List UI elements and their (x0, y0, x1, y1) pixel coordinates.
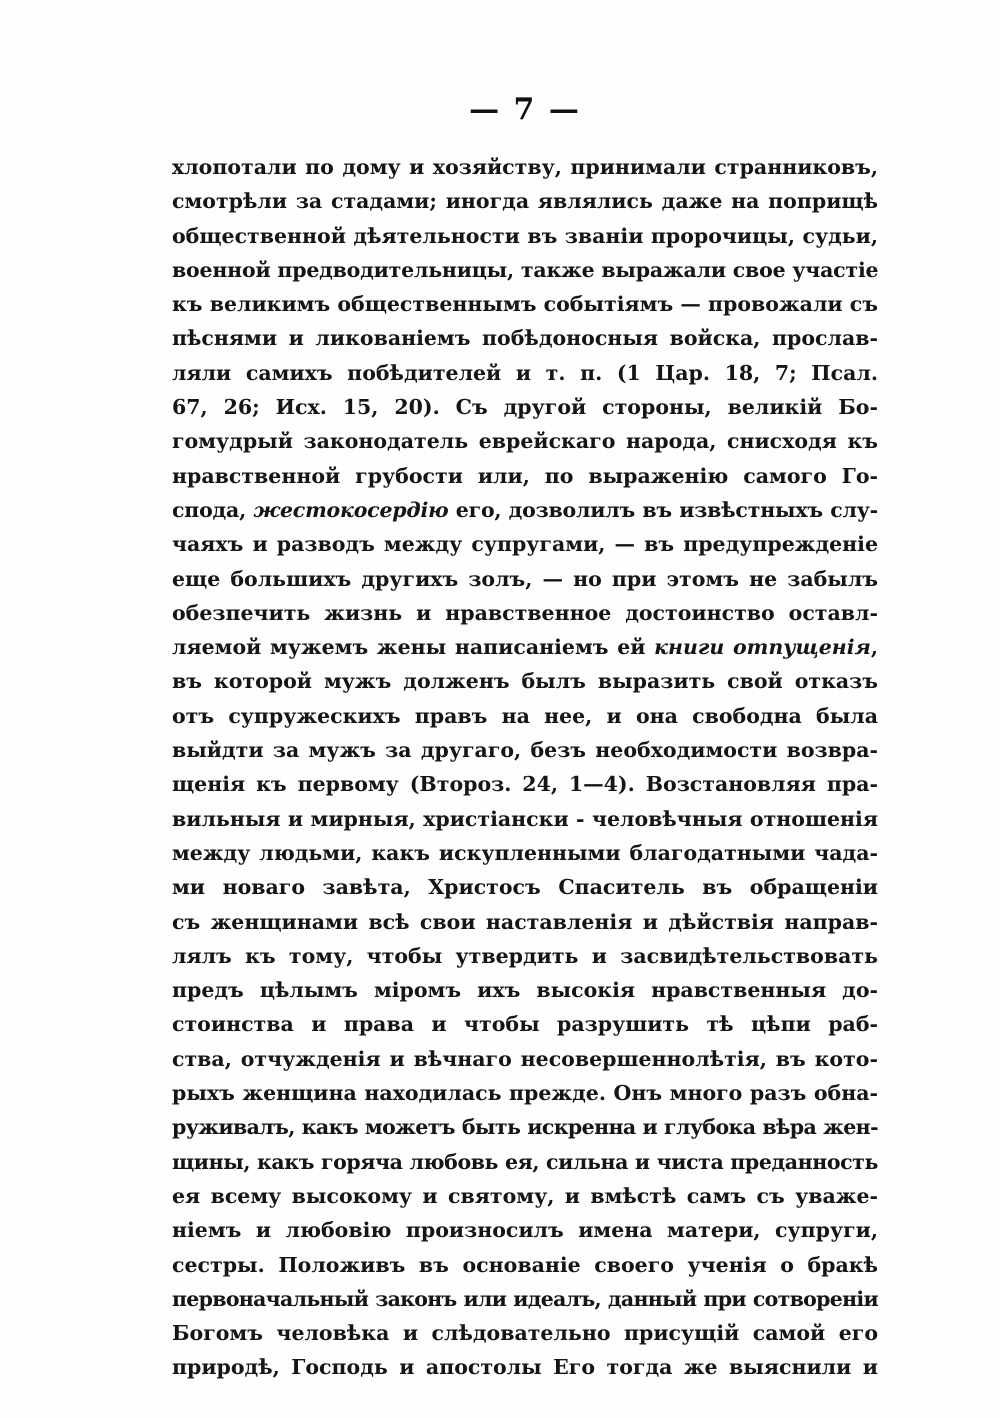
text-segment: его, дозволилъ въ извѣстныхъ слу- (448, 497, 878, 522)
text-line: лялъ къ тому, чтобы утвердить и засвидѣтельствовать (172, 943, 878, 968)
text-segment: ляемой мужемъ жены написаніемъ ей (172, 635, 655, 660)
text-line: природѣ, Господь и апостолы Его тогда же выяснили и (172, 1355, 878, 1380)
text-line-with-emphasis (172, 630, 878, 664)
text-line: руживалъ, какъ можетъ быть искренна и глубока вѣра жен- (172, 1115, 878, 1140)
text-line: чаяхъ и разводъ между супругами, — въ предупрежденіе (172, 532, 878, 557)
text-line: первоначальный законъ или идеалъ, данный при сотвореніи (172, 1286, 878, 1311)
text-line: обезпечить жизнь и нравственное достоинство оставл- (172, 600, 878, 625)
text-line: смотрѣли за стадами; иногда являлись даже на поприщѣ (172, 189, 878, 214)
text-line-with-emphasis (172, 493, 878, 527)
text-line: гомудрый законодатель еврейскаго народа, снисходя къ (172, 429, 878, 454)
text-line: вильныя и мирныя, христіански - человѣчныя отношенія (172, 806, 878, 831)
text-line: въ которой мужъ долженъ былъ выразить свой отказъ (172, 669, 878, 694)
text-line: щенія къ первому (Второз. 24, 1—4). Возстановляя пра- (172, 772, 878, 797)
text-line: къ великимъ общественнымъ событіямъ — провожали съ (172, 292, 878, 317)
text-line: ми новаго завѣта, Христосъ Спаситель въ обращеніи (172, 875, 878, 900)
text-line: предъ цѣлымъ міромъ ихъ высокія нравственныя до- (172, 978, 878, 1003)
page-number: — 7 — (469, 92, 581, 127)
text-line: рыхъ женщина находилась прежде. Онъ много разъ обна- (172, 1081, 878, 1106)
text-line: 67, 26; Исх. 15, 20). Съ другой стороны, великій Бо- (172, 395, 878, 420)
text-line: щины, какъ горяча любовь ея, сильна и чиста преданность (172, 1149, 878, 1174)
text-line: еще большихъ другихъ золъ, — но при этомъ не забылъ (172, 566, 878, 591)
text-line: сестры. Положивъ въ основаніе своего ученія о бракѣ (172, 1252, 878, 1277)
text-line: между людьми, какъ искупленными благодатными чада- (172, 840, 878, 865)
text-line: ства, отчужденія и вѣчнаго несовершеннолѣтія, въ кото- (172, 1046, 878, 1071)
text-line: хлопотали по дому и хозяйству, принимали странниковъ, (172, 155, 878, 179)
emphasized-text: жестокосердію (253, 497, 449, 522)
text-line: выйдти за мужъ за другаго, безъ необходимости возвра- (172, 738, 878, 763)
text-line: ляли самихъ побѣдителей и т. п. (1 Цар. 18, 7; Псал. (172, 360, 878, 385)
emphasized-text: книги отпущенія (654, 635, 871, 660)
text-line: военной предводительницы, также выражали свое участіе (172, 257, 879, 282)
text-line: нравственной грубости или, по выраженію самого Го- (172, 463, 878, 488)
text-line: пѣснями и ликованіемъ побѣдоносныя войска, прослав- (172, 326, 878, 351)
text-line: Богомъ человѣка и слѣдовательно присущій самой его (172, 1321, 878, 1346)
text-line: стоинства и права и чтобы разрушить тѣ цѣпи раб- (172, 1012, 878, 1037)
text-line: общественной дѣятельности въ званіи пророчицы, судьи, (172, 223, 878, 248)
body-text (172, 150, 878, 1385)
text-line: ея всему высокому и святому, и вмѣстѣ самъ съ уваже- (172, 1183, 878, 1208)
text-line: ніемъ и любовію произносилъ имена матери, супруги, (172, 1218, 878, 1243)
text-line: отъ супружескихъ правъ на нее, и она свободна была (172, 703, 878, 728)
text-segment: спода, (172, 497, 254, 522)
text-line: съ женщинами всѣ свои наставленія и дѣйствія направ- (172, 909, 878, 934)
text-segment: , (870, 635, 878, 660)
